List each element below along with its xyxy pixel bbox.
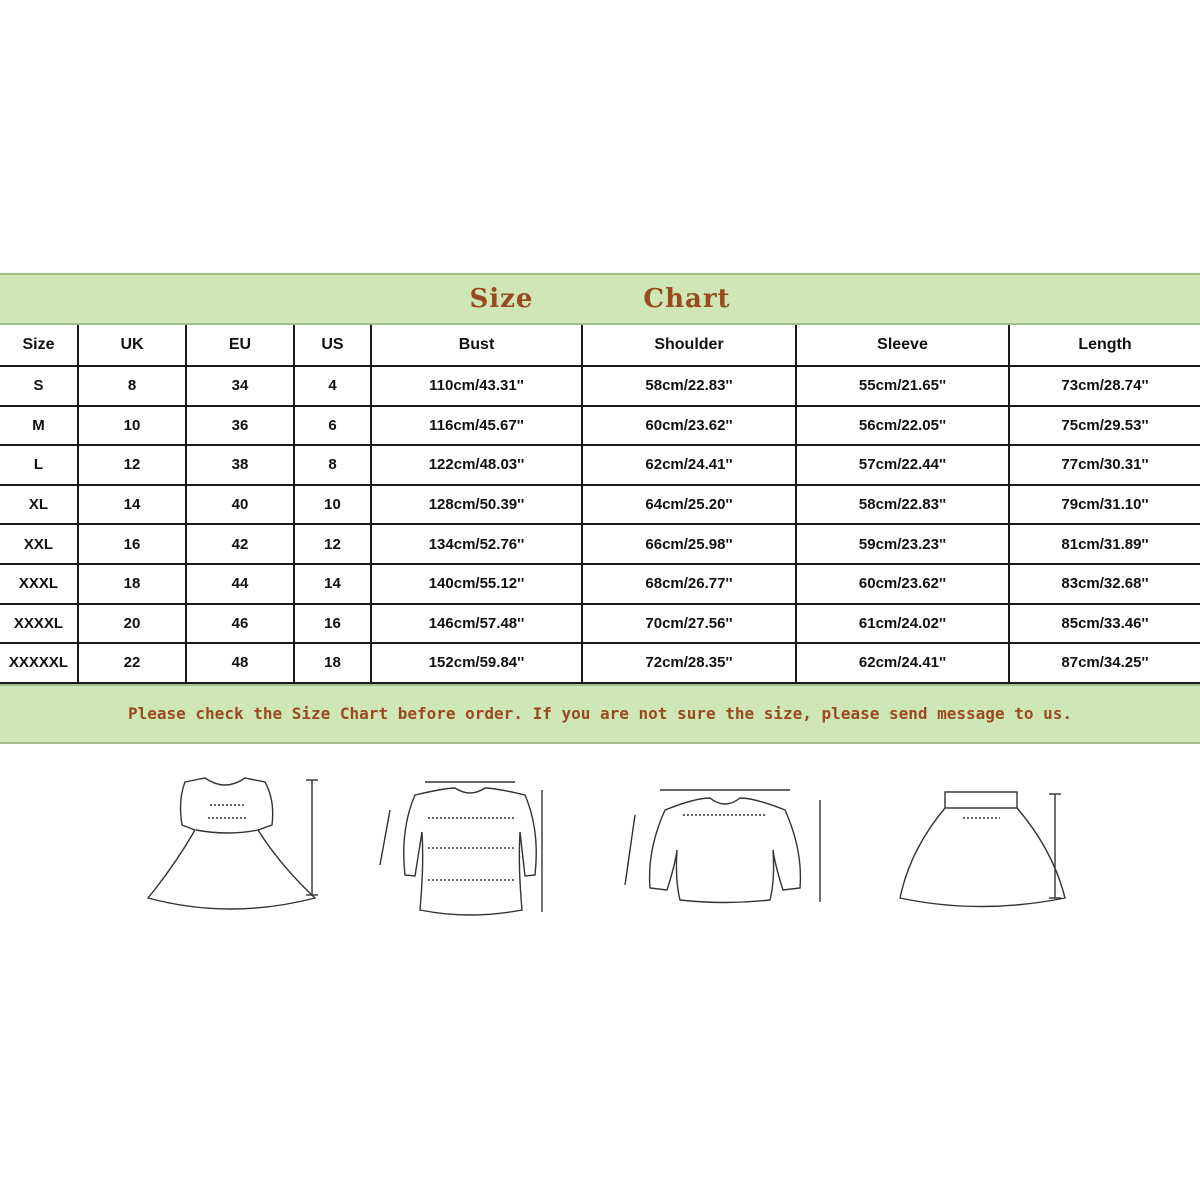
table-header-row <box>0 325 1200 366</box>
table-cell: 18 <box>78 564 186 604</box>
table-cell: 14 <box>78 485 186 525</box>
table-cell: 72cm/28.35'' <box>582 643 796 683</box>
header-cell: Sleeve <box>796 325 1009 366</box>
table-cell: 73cm/28.74'' <box>1009 366 1200 406</box>
table-cell: 10 <box>78 406 186 446</box>
table-cell: 62cm/24.41'' <box>582 445 796 485</box>
title-size: Size <box>469 284 534 314</box>
title-chart: Chart <box>643 284 731 314</box>
table-cell: 42 <box>186 524 294 564</box>
size-note-bar <box>0 684 1200 744</box>
table-cell: 140cm/55.12'' <box>371 564 582 604</box>
table-cell: 68cm/26.77'' <box>582 564 796 604</box>
table-cell: 64cm/25.20'' <box>582 485 796 525</box>
table-cell: 128cm/50.39'' <box>371 485 582 525</box>
table-row <box>0 485 1200 525</box>
header-cell: EU <box>186 325 294 366</box>
table-cell: 16 <box>294 604 371 644</box>
size-chart <box>0 273 1200 744</box>
table-cell: 8 <box>78 366 186 406</box>
fitted-top-outline-icon <box>370 770 580 940</box>
table-cell: 110cm/43.31'' <box>371 366 582 406</box>
header-cell: US <box>294 325 371 366</box>
table-cell: 77cm/30.31'' <box>1009 445 1200 485</box>
table-cell: S <box>0 366 78 406</box>
table-cell: 58cm/22.83'' <box>582 366 796 406</box>
table-cell: 59cm/23.23'' <box>796 524 1009 564</box>
table-cell: 22 <box>78 643 186 683</box>
table-cell: 79cm/31.10'' <box>1009 485 1200 525</box>
table-cell: 57cm/22.44'' <box>796 445 1009 485</box>
sweatshirt-outline-icon <box>615 770 835 940</box>
table-row <box>0 366 1200 406</box>
table-row <box>0 445 1200 485</box>
header-cell: UK <box>78 325 186 366</box>
table-cell: 4 <box>294 366 371 406</box>
measurement-diagrams <box>0 770 1200 940</box>
size-table <box>0 325 1200 684</box>
skirt-outline-icon <box>885 770 1105 940</box>
header-cell: Bust <box>371 325 582 366</box>
table-cell: 60cm/23.62'' <box>796 564 1009 604</box>
table-cell: 44 <box>186 564 294 604</box>
table-row <box>0 564 1200 604</box>
table-cell: 46 <box>186 604 294 644</box>
table-cell: 16 <box>78 524 186 564</box>
table-cell: 14 <box>294 564 371 604</box>
size-chart-title-bar <box>0 273 1200 325</box>
table-cell: 83cm/32.68'' <box>1009 564 1200 604</box>
table-cell: 61cm/24.02'' <box>796 604 1009 644</box>
table-cell: 87cm/34.25'' <box>1009 643 1200 683</box>
table-cell: 38 <box>186 445 294 485</box>
table-cell: XXL <box>0 524 78 564</box>
table-cell: 134cm/52.76'' <box>371 524 582 564</box>
header-cell: Shoulder <box>582 325 796 366</box>
dress-outline-icon <box>130 770 340 940</box>
table-cell: 75cm/29.53'' <box>1009 406 1200 446</box>
table-cell: XXXXL <box>0 604 78 644</box>
table-cell: 6 <box>294 406 371 446</box>
table-row <box>0 643 1200 683</box>
table-cell: 66cm/25.98'' <box>582 524 796 564</box>
table-row <box>0 406 1200 446</box>
table-cell: 81cm/31.89'' <box>1009 524 1200 564</box>
table-cell: 60cm/23.62'' <box>582 406 796 446</box>
table-cell: 146cm/57.48'' <box>371 604 582 644</box>
table-cell: XXXXXL <box>0 643 78 683</box>
table-cell: 20 <box>78 604 186 644</box>
table-cell: 116cm/45.67'' <box>371 406 582 446</box>
table-row <box>0 524 1200 564</box>
table-cell: 36 <box>186 406 294 446</box>
size-note-text: Please check the Size Chart before order. If you are not sure the size, please send message to us. <box>127 704 1072 724</box>
table-cell: 34 <box>186 366 294 406</box>
table-cell: 18 <box>294 643 371 683</box>
header-cell: Size <box>0 325 78 366</box>
table-cell: 56cm/22.05'' <box>796 406 1009 446</box>
table-cell: 152cm/59.84'' <box>371 643 582 683</box>
table-cell: M <box>0 406 78 446</box>
table-cell: 12 <box>78 445 186 485</box>
table-cell: 40 <box>186 485 294 525</box>
table-cell: 55cm/21.65'' <box>796 366 1009 406</box>
header-cell: Length <box>1009 325 1200 366</box>
table-cell: 10 <box>294 485 371 525</box>
table-cell: 62cm/24.41'' <box>796 643 1009 683</box>
table-cell: 48 <box>186 643 294 683</box>
table-cell: L <box>0 445 78 485</box>
table-row <box>0 604 1200 644</box>
table-cell: 8 <box>294 445 371 485</box>
table-cell: 58cm/22.83'' <box>796 485 1009 525</box>
table-cell: XXXL <box>0 564 78 604</box>
table-cell: 85cm/33.46'' <box>1009 604 1200 644</box>
table-cell: 122cm/48.03'' <box>371 445 582 485</box>
table-cell: 12 <box>294 524 371 564</box>
table-cell: 70cm/27.56'' <box>582 604 796 644</box>
table-cell: XL <box>0 485 78 525</box>
